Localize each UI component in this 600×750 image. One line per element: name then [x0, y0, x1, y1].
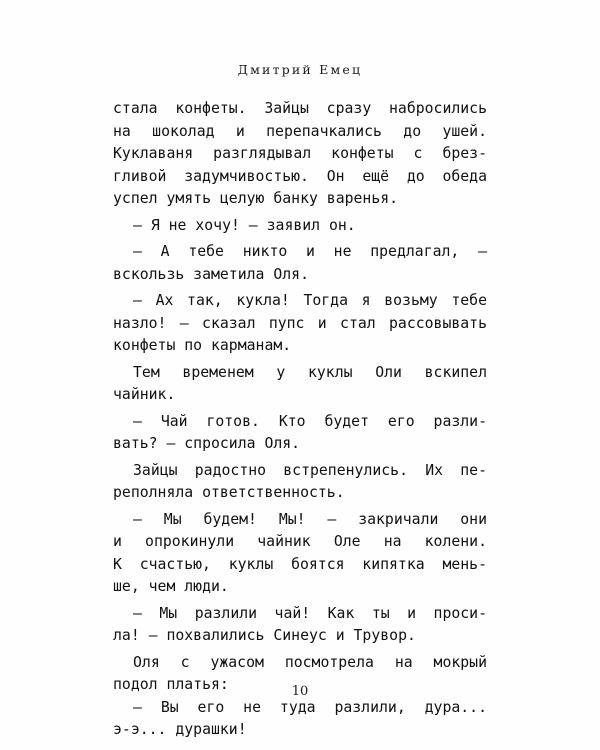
text-line: реполняла ответственность. — [113, 484, 345, 501]
text-line: Тем временем у куклы Оли вскипел — [133, 363, 487, 381]
text-line: назло! — сказал пупс и стал рассовывать — [113, 314, 487, 332]
text-line: — Мы будем! Мы! — закричали они — [133, 510, 487, 528]
text-line: стала конфеты. Зайцы сразу набросились — [113, 100, 487, 117]
text-line: — А тебе никто и не предлагал, — — [133, 243, 487, 260]
text-line: вскользь заметила Оля. — [113, 265, 309, 283]
text-line: гливой задумчивостью. Он ещё до обеда — [113, 167, 487, 185]
text-line: вать? — спросила Оля. — [113, 435, 301, 452]
text-line: конфеты по карманам. — [113, 337, 292, 354]
text-line: э-э... дурашки! — [113, 721, 247, 738]
running-head-author: Дмитрий Емец — [237, 62, 363, 77]
body-text — [113, 98, 487, 742]
text-line: Куклаваня разглядывал конфеты с брез- — [113, 145, 487, 162]
text-line: чайник. — [113, 386, 176, 403]
text-line: — Я не хочу! — заявил он. — [133, 216, 356, 234]
text-line: на шоколад и перепачкались до ушей. — [113, 122, 487, 140]
text-line: — Ах так, кукла! Тогда я возьму тебе — [133, 292, 487, 309]
text-line: Зайцы радостно встрепенулись. Их пе- — [133, 461, 487, 479]
text-line: ше, чем люди. — [113, 578, 229, 595]
text-line: Оля с ужасом посмотрела на мокрый — [133, 653, 487, 671]
text-line: — Чай готов. Кто будет его разли- — [133, 412, 487, 430]
text-line: ла! — похвалились Синеус и Трувор. — [113, 627, 416, 644]
text-line: подол платья: — [113, 676, 229, 693]
text-line: К счастью, куклы боятся кипятка мень- — [113, 555, 487, 573]
text-line: — Мы разлили чай! Как ты и проси- — [133, 604, 487, 622]
text-line: и опрокинули чайник Оле на колени. — [113, 533, 487, 550]
text-line: успел умять целую банку варенья. — [113, 190, 399, 207]
page-number: 10 — [291, 684, 309, 699]
text-line: — Вы его не туда разлили, дура... — [133, 698, 487, 716]
